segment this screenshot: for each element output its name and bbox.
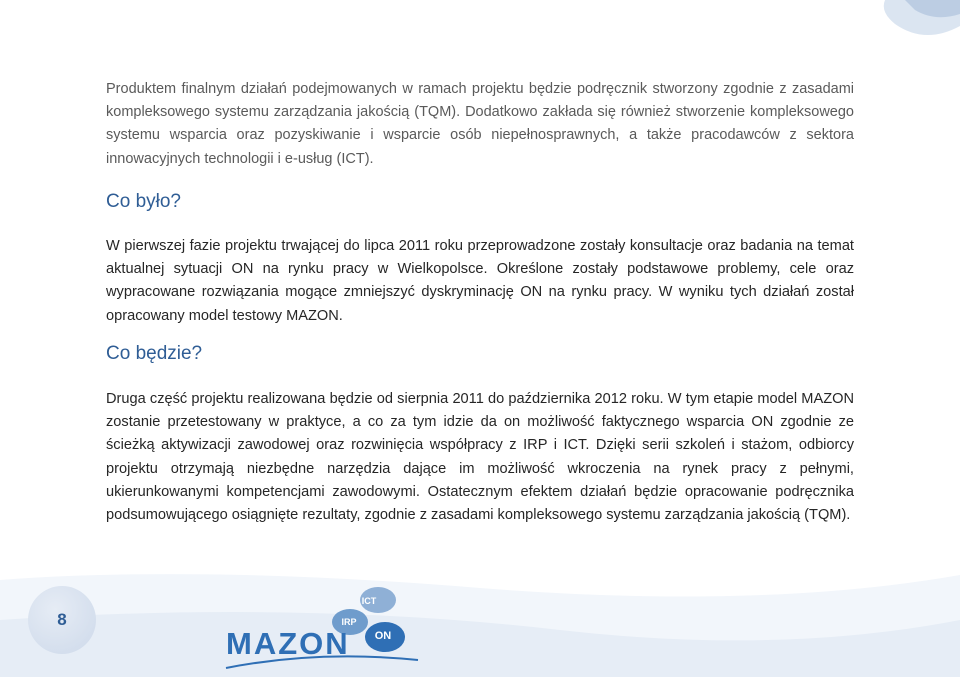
- bubble-on: ON: [374, 630, 392, 642]
- logo-text: MAZON: [226, 626, 350, 661]
- intro-paragraph: Produktem finalnym działań podejmowanych w ramach projektu będzie podręcznik stworzony zgodnie z zasadami kompleksowego systemu zarządzania jakością (TQM). Dodatkowo zakłada się również stworzenie kompleksowego systemu wsparcia oraz pozyskiwanie i wsparcie osób niepełnosprawnych, a także pracodawców z sektora innowacyjnych technologii i e-usług (ICT).: [106, 81, 854, 167]
- footer-decoration: [0, 560, 960, 677]
- page-number: 8: [28, 586, 96, 654]
- section-heading-co-bedzie: Co będzie?: [106, 343, 203, 364]
- bubble-irp: IRP: [341, 617, 357, 627]
- bubble-ict: ICT: [361, 596, 377, 606]
- section-heading-co-bylo: Co było?: [106, 191, 181, 212]
- header-decoration: [0, 0, 960, 60]
- section-paragraph-co-bedzie: Druga część projektu realizowana będzie od sierpnia 2011 do października 2012 roku. W tym etapie model MAZON zostanie przetestowany w praktyce, a co za tym idzie da on możliwość faktycznego wsparcia ON zgodnie ze ścieżką aktywizacji zawodowej oraz rozwinięcia współpracy z IRP i ICT. Dzięki serii szkoleń i stażom, odbiorcy projektu otrzymają niezbędne narzędzia dające im możliwość wkroczenia na rynek pracy z pełnymi, ukierunkowanymi kompetencjami zawodowymi. Ostatecznym efektem działań będzie opracowanie podręcznika podsumowującego osiągnięte rezultaty, zgodnie z zasadami kompleksowego systemu zarządzania jakością (TQM).: [106, 391, 854, 524]
- section-paragraph-co-bylo: W pierwszej fazie projektu trwającej do lipca 2011 roku przeprowadzone zostały konsultacje oraz badania na temat aktualnej sytuacji ON na rynku pracy w Wielkopolsce. Określone zostały podstawowe problemy, cele oraz wypracowane rozwiązania mogące zmniejszyć dyskryminację ON na rynku pracy. W wyniku tych działań został opracowany model testowy MAZON.: [106, 238, 854, 324]
